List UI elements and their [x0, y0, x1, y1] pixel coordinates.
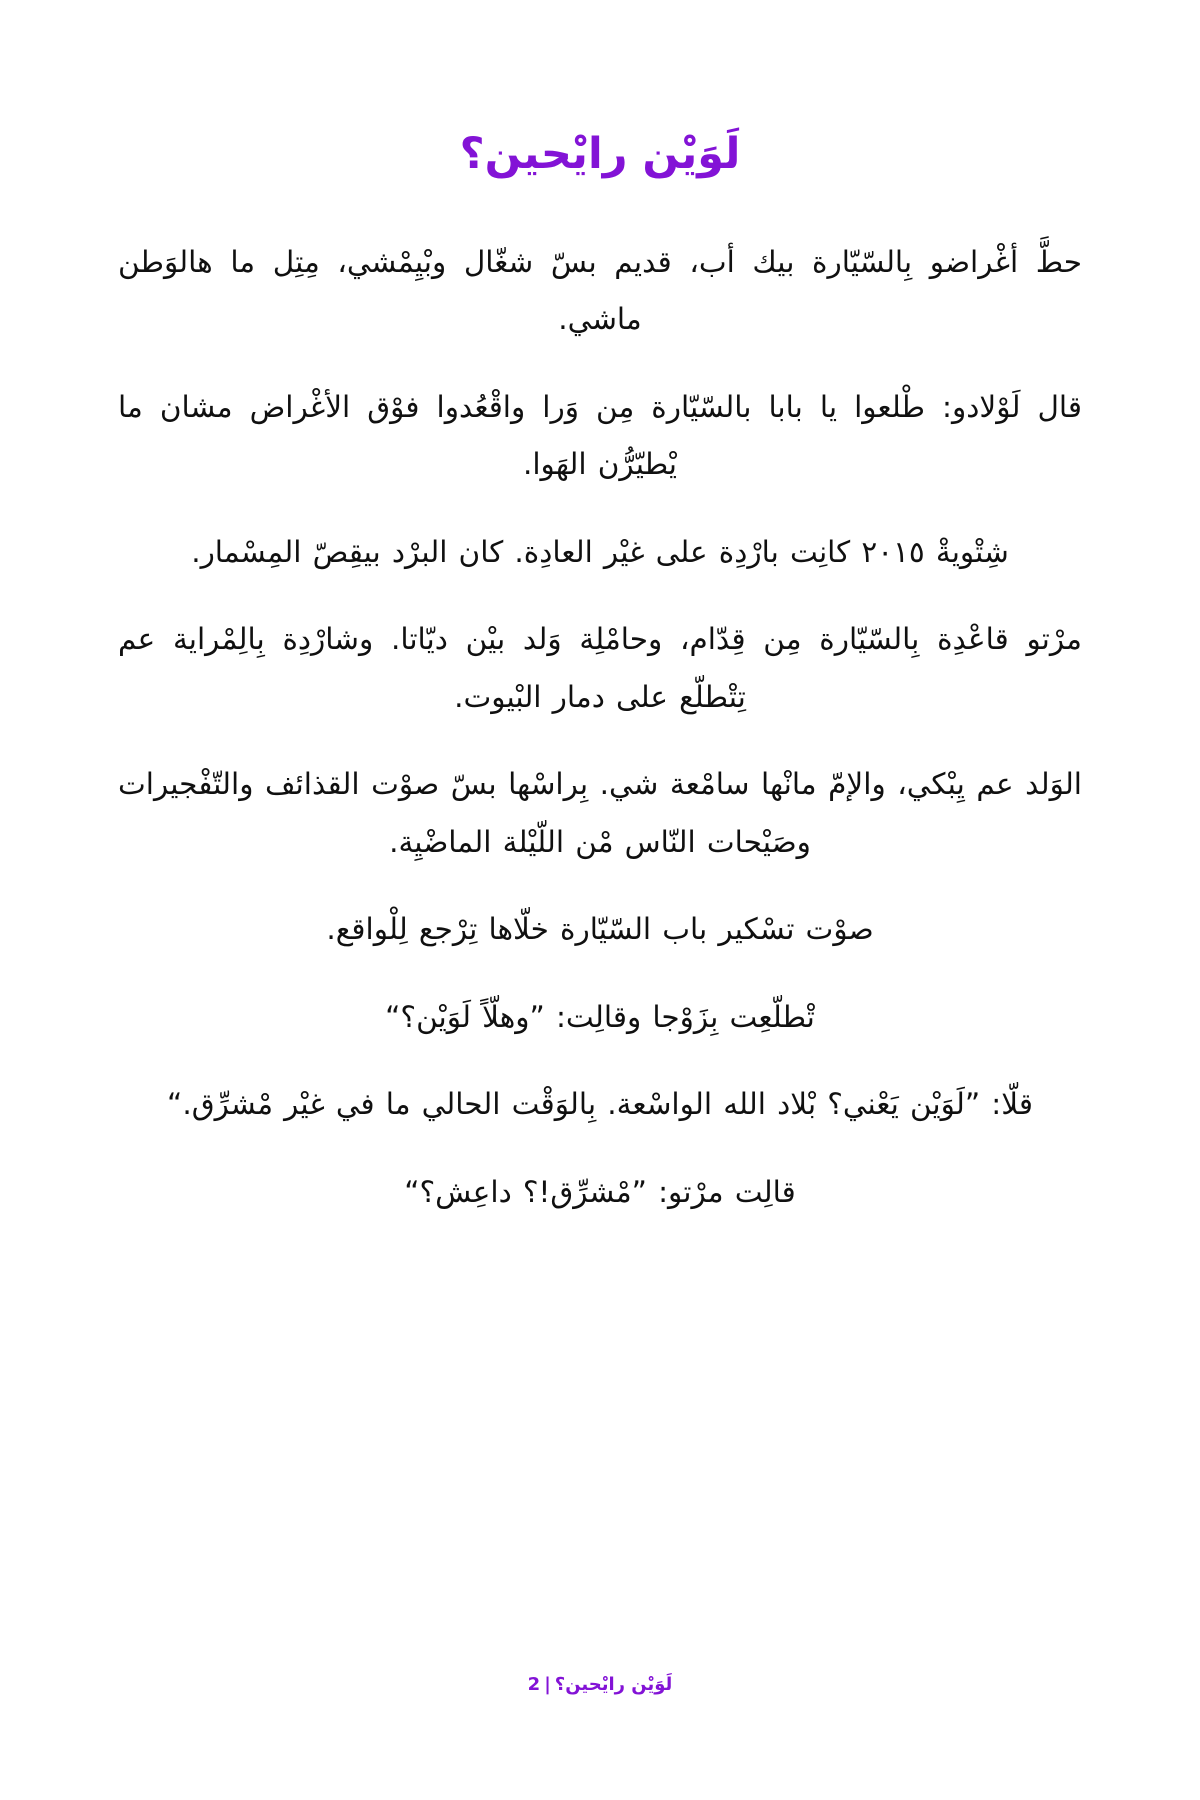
- paragraph-9: قالت مرتو: ”مشرق!؟ داعش؟“: [404, 1174, 796, 1209]
- footer-book-title: لَوَيْن رايْحين؟: [554, 1673, 673, 1695]
- page-title: لَوَيْن رايْحين؟: [459, 129, 741, 179]
- paragraph-8: قلا: ”لوين يعني؟ بلاد الله الواسعة. بالوقت الحالي ما في غير مشرق.“: [167, 1087, 1033, 1122]
- paragraph-3: شتوية ٢٠١٥ كانت باردة على غير العادة. كان البرد بيقص المسمار.: [191, 534, 1009, 569]
- paragraph-4: مرتو قاعدة بالسيارة من قدام، وحاملة ولد بين دياتا. وشاردة بالمراية عم تتطلع على دمار البيوت.: [118, 622, 1082, 714]
- paragraph-7: تطلعت بزوجا وقالت: ”وهل لوين؟“: [385, 999, 815, 1034]
- paragraph-1: حط أغراضو بالسيارة بيك أب، قديم بس شغال وبيمشي، متل ما هالوطن ماشي.: [118, 244, 1083, 337]
- page-content: [118, 128, 1082, 1800]
- footer-page-number: 2: [527, 1673, 541, 1695]
- paragraph-6: صوت تسكير باب السيارة خلاها ترجع للواقع.: [326, 912, 874, 947]
- paragraph-2: قال لولادو: طلعوا يا بابا بالسيارة من ورا واقعدوا فوق الأغراض مشان ما يطيرن الهوا.: [118, 389, 1083, 482]
- paragraph-5: الولد عم يبكي، والإم مانها سامعة شي. براسها بس صوت القذائف والتفجيرات وصيحات الناس من الليلة الماضية.: [118, 767, 1083, 859]
- page-footer: [0, 1672, 1200, 1697]
- footer-separator: |: [544, 1673, 551, 1695]
